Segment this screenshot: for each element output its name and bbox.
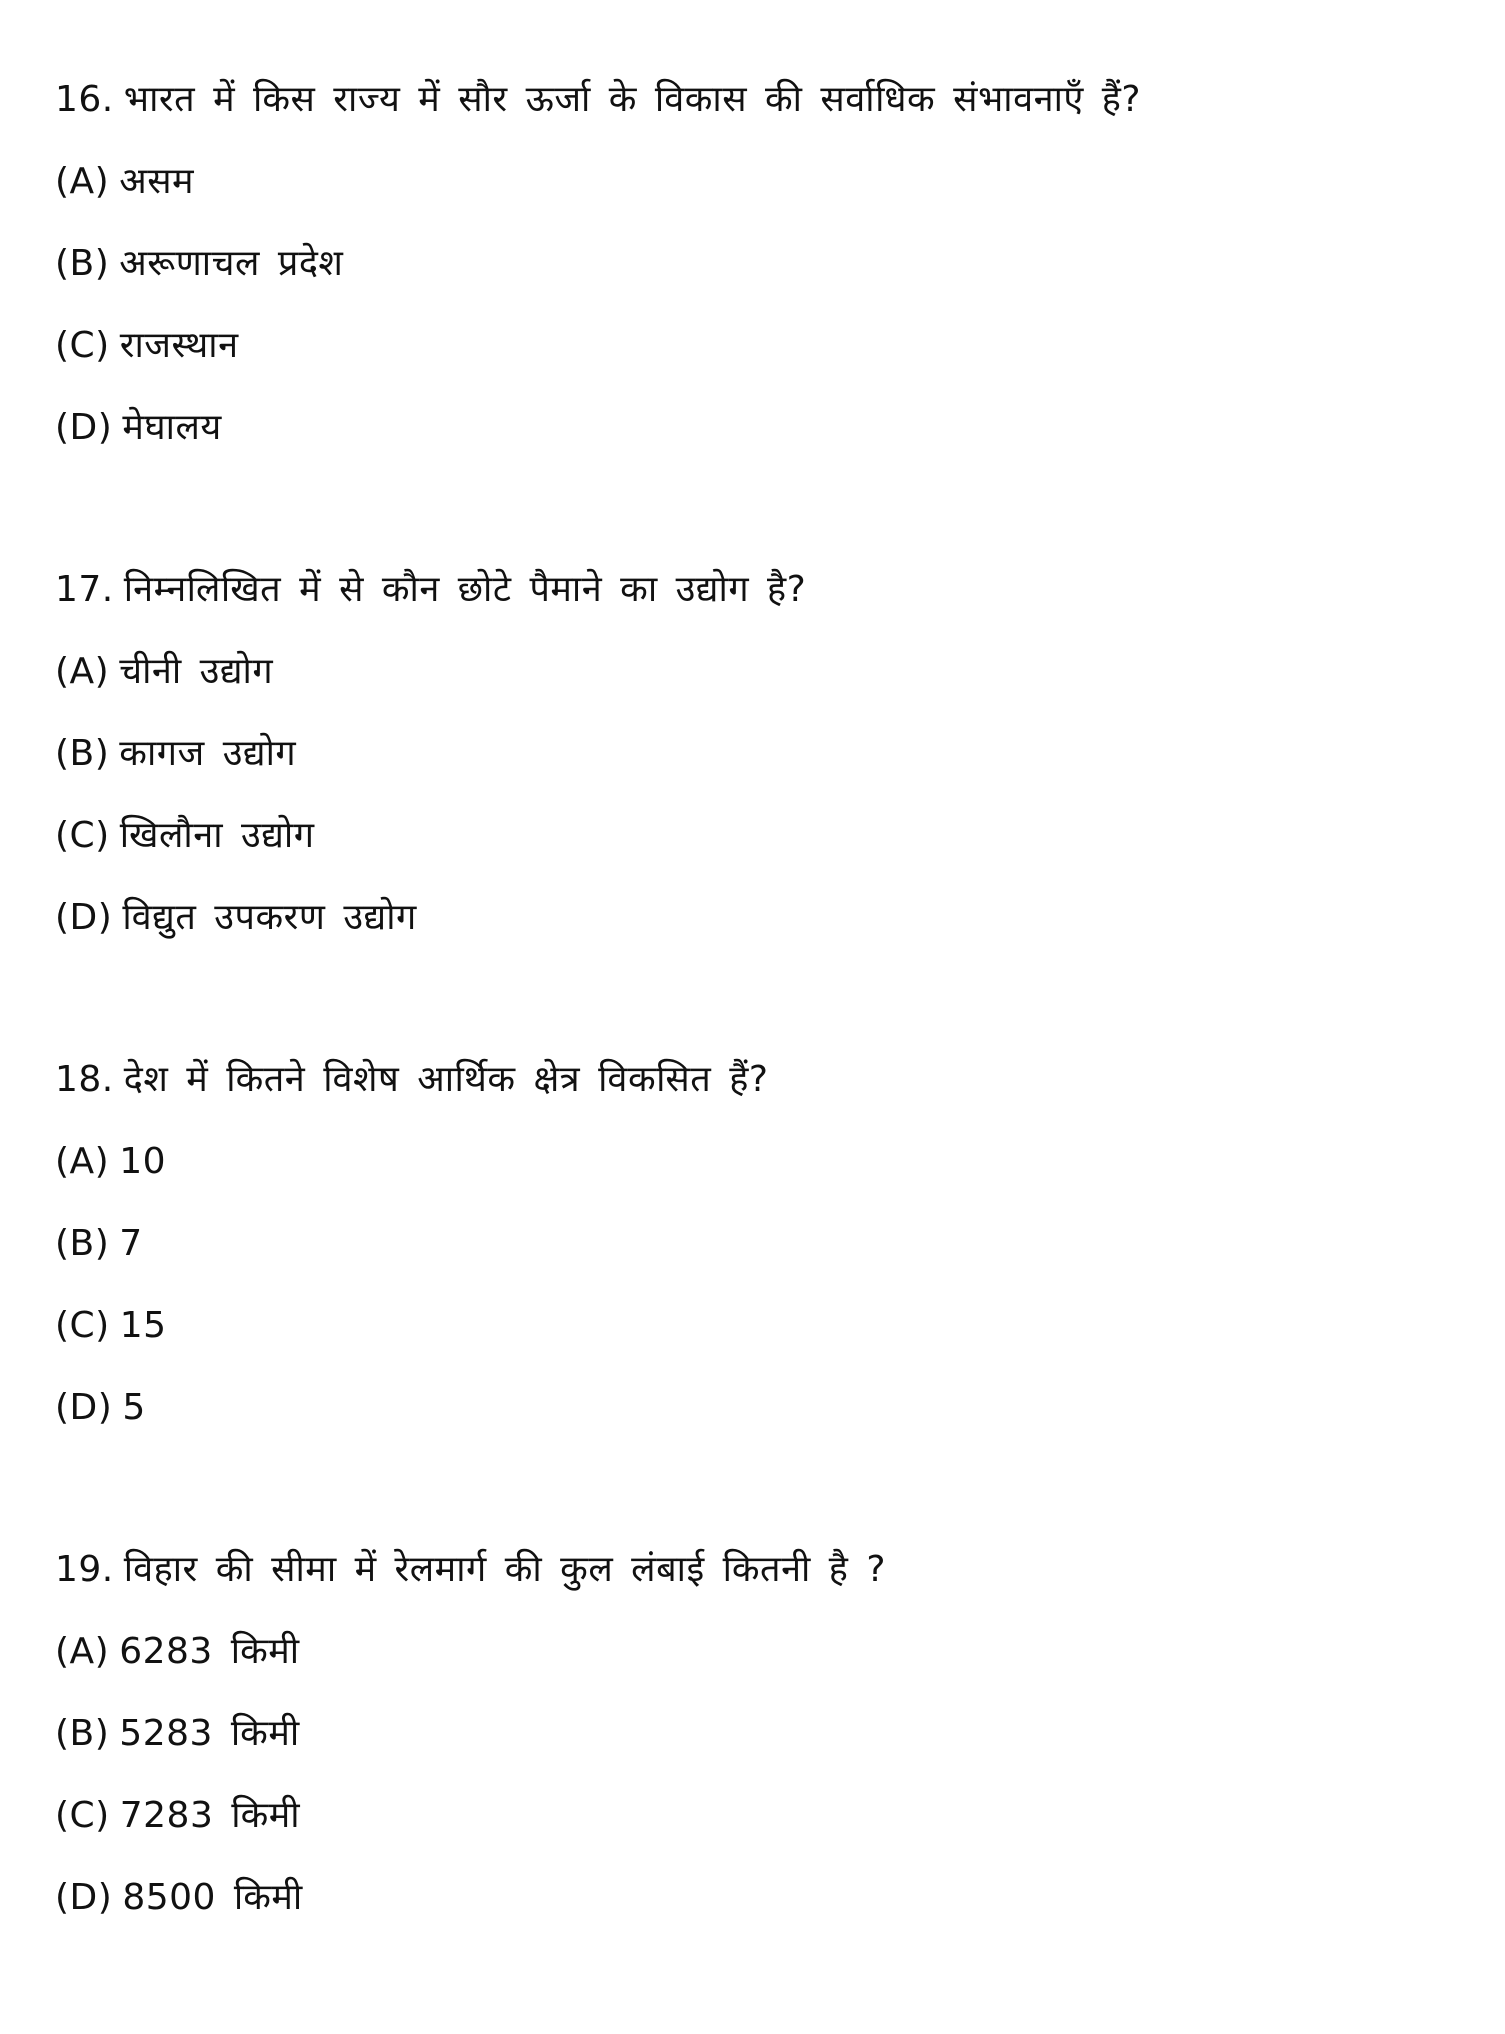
option-label: (A) (55, 1141, 110, 1182)
option-c (55, 1304, 768, 1348)
option-a (55, 650, 806, 694)
option-d (55, 406, 1141, 450)
question-text (55, 1548, 886, 1592)
option-label: (B) (55, 1713, 110, 1754)
question-19 (55, 1548, 886, 1958)
option-a (55, 160, 1141, 204)
question-17 (55, 568, 806, 978)
question-number: 19. (55, 1549, 114, 1590)
option-label: (D) (55, 407, 113, 448)
option-c (55, 324, 1141, 368)
option-label: (B) (55, 1223, 110, 1264)
option-label: (A) (55, 161, 110, 202)
option-b (55, 242, 1141, 286)
option-text: राजस्थान (119, 325, 239, 366)
option-text: 8500 किमी (122, 1877, 303, 1918)
option-label: (A) (55, 651, 110, 692)
question-text (55, 568, 806, 612)
option-text: 7 (119, 1223, 143, 1264)
option-label: (C) (55, 1305, 110, 1346)
question-stem: भारत में किस राज्य में सौर ऊर्जा के विकास की सर्वाधिक संभावनाएँ हैं? (123, 79, 1142, 120)
option-b (55, 1712, 886, 1756)
option-d (55, 896, 806, 940)
option-text: 5 (122, 1387, 146, 1428)
option-label: (B) (55, 733, 110, 774)
option-text: 6283 किमी (119, 1631, 300, 1672)
option-label: (D) (55, 1877, 113, 1918)
question-stem: विहार की सीमा में रेलमार्ग की कुल लंबाई कितनी है ? (123, 1549, 886, 1590)
option-text: विद्युत उपकरण उद्योग (122, 897, 417, 938)
option-label: (D) (55, 1387, 113, 1428)
option-text: खिलौना उद्योग (119, 815, 315, 856)
question-text (55, 78, 1141, 122)
option-a (55, 1140, 768, 1184)
option-a (55, 1630, 886, 1674)
question-number: 17. (55, 569, 114, 610)
option-label: (D) (55, 897, 113, 938)
option-text: मेघालय (122, 407, 222, 448)
question-16 (55, 78, 1141, 488)
option-b (55, 732, 806, 776)
option-label: (C) (55, 325, 110, 366)
option-b (55, 1222, 768, 1266)
option-label: (C) (55, 815, 110, 856)
option-text: 7283 किमी (119, 1795, 301, 1836)
option-label: (B) (55, 243, 110, 284)
option-c (55, 814, 806, 858)
question-text (55, 1058, 768, 1102)
option-label: (C) (55, 1795, 110, 1836)
question-18 (55, 1058, 768, 1468)
question-number: 18. (55, 1059, 114, 1100)
option-text: कागज उद्योग (119, 733, 297, 774)
option-text: चीनी उद्योग (119, 651, 274, 692)
question-stem: देश में कितने विशेष आर्थिक क्षेत्र विकसित हैं? (123, 1059, 769, 1100)
option-label: (A) (55, 1631, 110, 1672)
option-c (55, 1794, 886, 1838)
option-d (55, 1386, 768, 1430)
option-text: अरूणाचल प्रदेश (119, 243, 344, 284)
question-number: 16. (55, 79, 114, 120)
option-text: 5283 किमी (119, 1713, 300, 1754)
option-text: 15 (119, 1305, 167, 1346)
question-stem: निम्नलिखित में से कौन छोटे पैमाने का उद्योग है? (123, 569, 807, 610)
option-d (55, 1876, 886, 1920)
option-text: असम (119, 161, 195, 202)
option-text: 10 (119, 1141, 167, 1182)
